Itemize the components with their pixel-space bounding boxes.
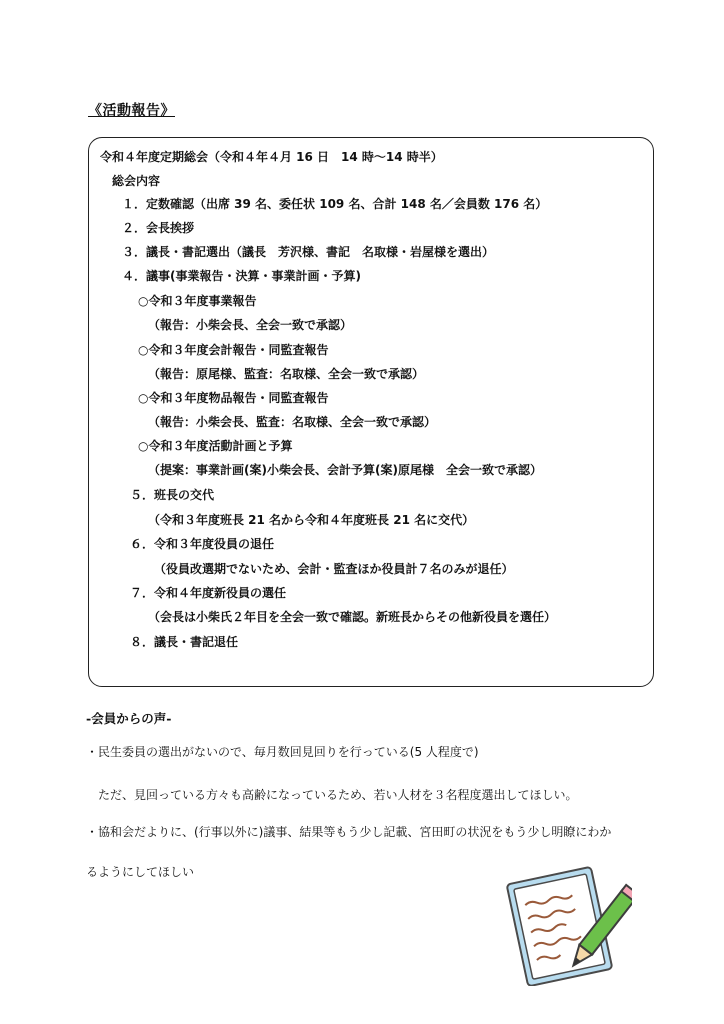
- agenda-item: ３．議長・書記選出（議長 芳沢様、書記 名取様・岩屋様を選出）: [122, 245, 495, 259]
- sub-agenda-item: ○令和３年度活動計画と予算: [138, 439, 293, 453]
- sub-agenda-detail: （報告：小柴会長、全会一致で承認）: [148, 318, 353, 332]
- member-voices-title: -会員からの声-: [86, 711, 172, 726]
- notepad-pencil-illustration: [502, 864, 632, 990]
- sub-agenda-detail: （報告：小柴会長、監査：名取様、全会一致で承認）: [148, 415, 437, 429]
- meeting-title: 令和４年度定期総会（令和４年４月 16 日 14 時～14 時半）: [100, 150, 443, 164]
- sub-agenda-item: ○令和３年度会計報告・同監査報告: [138, 343, 329, 357]
- sub-agenda-item: ○令和３年度事業報告: [138, 294, 257, 308]
- agenda-item-detail: （役員改選期でないため、会計・監査ほか役員計７名のみが退任）: [154, 562, 514, 576]
- agenda-item: ８．議長・書記退任: [130, 635, 239, 649]
- section-title: 《活動報告》: [88, 103, 175, 119]
- sub-agenda-detail: （報告：原尾様、監査：名取様、全会一致で承認）: [148, 367, 425, 381]
- agenda-item: １．定数確認（出席 39 名、委任状 109 名、合計 148 名／会員数 176 名）: [122, 197, 548, 211]
- sub-agenda-item: ○令和３年度物品報告・同監査報告: [138, 391, 329, 405]
- agenda-item: ４．議事(事業報告・決算・事業計画・予算): [122, 269, 361, 283]
- member-voice-line: ・協和会だよりに、(行事以外に)議事、結果等もう少し記載、宮田町の状況をもう少し明瞭にわか: [86, 825, 612, 839]
- member-voice-line: ただ、見回っている方々も高齢になっているため、若い人材を３名程度選出してほしい。: [86, 788, 578, 802]
- agenda-item-detail: （令和３年度班長 21 名から令和４年度班長 21 名に交代）: [148, 513, 475, 527]
- member-voice-line: ・民生委員の選出がないので、毎月数回見回りを行っている(5 人程度で): [86, 745, 479, 759]
- agenda-item: ５．班長の交代: [130, 488, 215, 502]
- agenda-item: ２．会長挨拶: [122, 221, 195, 235]
- agenda-item: ６．令和３年度役員の退任: [130, 537, 275, 551]
- agenda-item-detail: （会長は小柴氏２年目を全会一致で確認。新班長からその他新役員を選任）: [148, 610, 557, 624]
- member-voice-line: るようにしてほしい: [86, 865, 195, 879]
- contents-label: 総会内容: [112, 174, 161, 188]
- sub-agenda-detail: （提案：事業計画(案)小柴会長、会計予算(案)原尾様 全会一致で承認）: [148, 463, 542, 477]
- agenda-item: ７．令和４年度新役員の選任: [130, 586, 287, 600]
